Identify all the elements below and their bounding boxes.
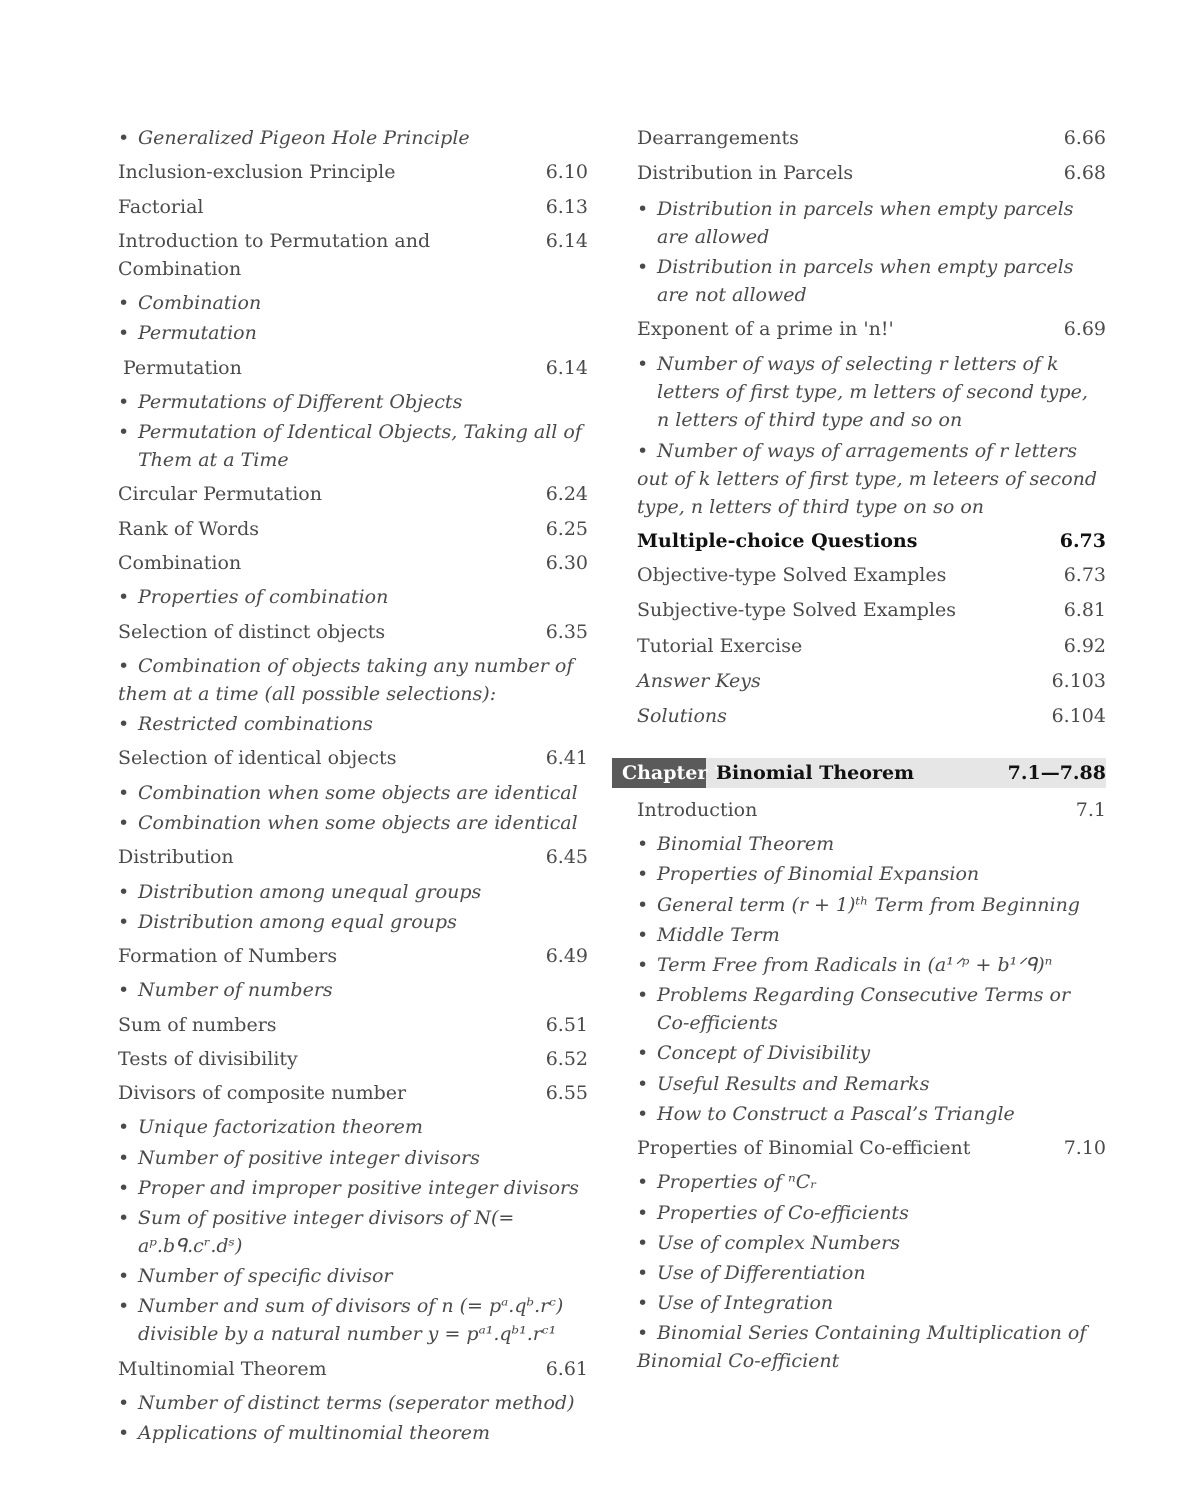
toc-subtopic[interactable]: • Properties of Binomial Expansion	[637, 860, 1106, 888]
toc-entry-page: 6.69	[1063, 318, 1106, 341]
toc-subtopic[interactable]: • Middle Term	[637, 921, 1106, 949]
toc-entry-label: Multiple-choice Questions	[637, 529, 918, 552]
toc-subtopic[interactable]: • Generalized Pigeon Hole Principle	[118, 124, 588, 152]
toc-entry-sum-of-numbers[interactable]	[118, 1011, 588, 1039]
toc-entry-label: Tests of divisibility	[118, 1047, 298, 1070]
toc-entry-page: 6.45	[545, 846, 588, 869]
toc-subtopic[interactable]: • Use of Differentiation	[637, 1259, 1106, 1287]
toc-entry-page: 6.25	[545, 517, 588, 540]
toc-entry-distribution[interactable]	[118, 843, 588, 871]
chapter-7-header[interactable]	[612, 758, 1106, 788]
toc-entry-label: Subjective-type Solved Examples	[637, 599, 956, 622]
toc-entry-factorial[interactable]	[118, 193, 588, 221]
toc-entry-label: Distribution	[118, 846, 234, 869]
toc-entry-dearrangements[interactable]	[637, 124, 1106, 152]
toc-subtopic[interactable]: • Distribution among unequal groups	[118, 878, 588, 906]
toc-subtopic[interactable]: • Useful Results and Remarks	[637, 1070, 1106, 1098]
toc-entry-label: Sum of numbers	[118, 1013, 277, 1036]
toc-subtopic[interactable]: • Properties of combination	[118, 583, 588, 611]
toc-entry-label: Introduction	[637, 799, 758, 821]
toc-entry-page: 6.92	[1063, 634, 1106, 657]
toc-entry-page: 6.73	[1059, 529, 1106, 552]
toc-entry-page: 6.30	[545, 552, 588, 575]
toc-entry-selection-of-distinct-objects[interactable]	[118, 618, 588, 646]
toc-entry-page: 7.10	[1063, 1137, 1106, 1160]
toc-subtopic[interactable]: • Binomial Theorem	[637, 830, 1106, 858]
toc-subtopic[interactable]: • Number of specific divisor	[118, 1262, 588, 1290]
toc-subtopic[interactable]: • How to Construct a Pascal’s Triangle	[637, 1100, 1106, 1128]
toc-entry-circular-permutation[interactable]	[118, 480, 588, 508]
toc-entry-divisors-of-composite-number[interactable]	[118, 1079, 588, 1107]
toc-entry-page: 6.13	[545, 195, 588, 218]
toc-entry-introduction-to-permutation-and-combinat[interactable]	[118, 227, 588, 283]
toc-entry-answer-keys[interactable]	[637, 667, 1106, 695]
toc-subtopic[interactable]: • Distribution in parcels when empty parcels are not allowed	[637, 253, 1106, 309]
toc-subtopic[interactable]: • Permutation	[118, 319, 588, 347]
toc-entry-label: Inclusion-exclusion Principle	[118, 161, 396, 184]
toc-entry-label: Multinomial Theorem	[118, 1357, 327, 1380]
toc-entry-tutorial-exercise[interactable]	[637, 632, 1106, 660]
toc-entry-label: Exponent of a prime in 'n!'	[637, 318, 894, 341]
toc-subtopic[interactable]: • Distribution among equal groups	[118, 908, 588, 936]
toc-entry-page: 6.10	[545, 161, 588, 184]
toc-subtopic[interactable]: • Use of complex Numbers	[637, 1229, 1106, 1257]
toc-entry-page: 6.51	[545, 1013, 588, 1036]
toc-entry-permutation[interactable]	[118, 354, 588, 382]
toc-entry-rank-of-words[interactable]	[118, 515, 588, 543]
toc-subtopic[interactable]: • Properties of ⁿCᵣ	[637, 1168, 1106, 1196]
toc-entry-label: Factorial	[118, 195, 204, 218]
toc-entry-page: 7.1	[1075, 799, 1106, 821]
toc-entry-solutions[interactable]	[637, 702, 1106, 730]
toc-entry-page: 6.73	[1063, 564, 1106, 587]
toc-entry-page: 6.61	[545, 1357, 588, 1380]
toc-entry-page: 6.35	[545, 620, 588, 643]
toc-entry-page: 6.24	[545, 483, 588, 506]
toc-entry-label: Selection of distinct objects	[118, 620, 386, 643]
toc-subtopic[interactable]: • Permutations of Different Objects	[118, 388, 588, 416]
toc-entry-properties-of-binomial-co-efficient[interactable]	[637, 1134, 1106, 1162]
toc-entry-page: 6.41	[545, 747, 588, 770]
toc-subtopic[interactable]: • Number of ways of selecting r letters of k letters of first type, m letters of second type, n letters of third type and so on	[637, 350, 1106, 434]
toc-subtopic[interactable]: • Number and sum of divisors of n (= pᵃ.qᵇ.rᶜ) divisible by a natural number y = pᵃ¹.qᵇ¹.rᶜ¹	[118, 1292, 588, 1348]
toc-subtopic[interactable]: • Distribution in parcels when empty parcels are allowed	[637, 195, 1106, 251]
toc-entry-label: Objective-type Solved Examples	[637, 564, 947, 587]
toc-right-column	[637, 124, 1106, 738]
toc-entry-objective-type-solved-examples[interactable]	[637, 561, 1106, 589]
toc-entry-label: Answer Keys	[637, 670, 761, 693]
toc-subtopic[interactable]: • Use of Integration	[637, 1289, 1106, 1317]
toc-subtopic[interactable]: • Problems Regarding Consecutive Terms or Co-efficients	[637, 981, 1106, 1037]
toc-entry-page: 6.68	[1063, 162, 1106, 185]
toc-subtopic[interactable]: • Permutation of Identical Objects, Taking all of Them at a Time	[118, 418, 588, 474]
toc-subtopic[interactable]: • Sum of positive integer divisors of N(= aᵖ.bᑫ.cʳ.dˢ)	[118, 1204, 588, 1260]
toc-entry-multinomial-theorem[interactable]	[118, 1355, 588, 1383]
toc-subtopic[interactable]: • Properties of Co-efficients	[637, 1199, 1106, 1227]
toc-entry-label: Properties of Binomial Co-efficient	[637, 1137, 971, 1160]
toc-left-column	[118, 124, 588, 1453]
toc-entry-label: Permutation	[123, 356, 242, 379]
toc-entry-label: Dearrangements	[637, 127, 799, 149]
toc-entry-page: 6.14	[545, 356, 588, 379]
toc-entry-tests-of-divisibility[interactable]	[118, 1045, 588, 1073]
toc-entry-page: 6.104	[1051, 705, 1106, 728]
toc-entry-label: Divisors of composite number	[118, 1082, 407, 1105]
toc-entry-formation-of-numbers[interactable]	[118, 942, 588, 970]
toc-entry-page: 6.55	[545, 1082, 588, 1105]
toc-subtopic[interactable]: • Combination when some objects are identical	[118, 809, 588, 837]
toc-entry-label: Formation of Numbers	[118, 944, 338, 967]
toc-subtopic[interactable]: • Concept of Divisibility	[637, 1039, 1106, 1067]
toc-entry-label: Introduction to Permutation and Combination	[118, 229, 431, 280]
toc-subtopic[interactable]: • Combination	[118, 289, 588, 317]
toc-entry-page: 6.49	[545, 944, 588, 967]
toc-chapter-7-column	[637, 796, 1106, 1382]
toc-entry-subjective-type-solved-examples[interactable]	[637, 596, 1106, 624]
toc-entry-label: Circular Permutation	[118, 483, 322, 506]
toc-subtopic[interactable]: • Term Free from Radicals in (a¹ᐟᵖ + b¹ᐟᑫ)ⁿ	[637, 951, 1106, 979]
toc-entry-page: 6.52	[545, 1047, 588, 1070]
toc-entry-label: Distribution in Parcels	[637, 162, 854, 185]
toc-subtopic[interactable]: • Number of numbers	[118, 976, 588, 1004]
toc-subtopic[interactable]: • Number of distinct terms (seperator method)	[118, 1389, 588, 1417]
toc-entry-page: 6.66	[1063, 127, 1106, 149]
toc-subtopic[interactable]: • General term (r + 1)ᵗʰ Term from Beginning	[637, 891, 1106, 919]
toc-entry-multiple-choice-questions[interactable]	[637, 527, 1106, 555]
toc-entry-label: Tutorial Exercise	[637, 634, 803, 657]
toc-entry-label: Combination	[118, 552, 242, 575]
toc-entry-combination[interactable]	[118, 549, 588, 577]
toc-subtopic[interactable]: • Unique factorization theorem	[118, 1113, 588, 1141]
toc-subtopic[interactable]: • Applications of multinomial theorem	[118, 1419, 588, 1447]
toc-entry-page: 6.103	[1051, 670, 1106, 693]
toc-entry-label: Rank of Words	[118, 517, 260, 540]
chapter-page-range: 7.1—7.88	[1007, 762, 1106, 784]
toc-entry-label: Selection of identical objects	[118, 747, 397, 770]
toc-subtopic[interactable]: • Restricted combinations	[118, 710, 588, 738]
toc-entry-label: Solutions	[637, 705, 727, 728]
toc-entry-selection-of-identical-objects[interactable]	[118, 744, 588, 772]
chapter-label: Chapter 7	[612, 758, 706, 788]
toc-subtopic[interactable]: • Number of positive integer divisors	[118, 1144, 588, 1172]
toc-entry-page: 6.81	[1063, 599, 1106, 622]
toc-subtopic[interactable]: • Binomial Series Containing Multiplication of Binomial Co-efficient	[637, 1319, 1106, 1375]
toc-subtopic[interactable]: • Combination of objects taking any number of them at a time (all possible selections):	[118, 652, 588, 708]
toc-subtopic[interactable]: • Proper and improper positive integer divisors	[118, 1174, 588, 1202]
toc-entry-inclusion-exclusion-principle[interactable]	[118, 158, 588, 186]
toc-entry-distribution-in-parcels[interactable]	[637, 159, 1106, 187]
toc-subtopic[interactable]: • Combination when some objects are identical	[118, 779, 588, 807]
toc-subtopic[interactable]: • Number of ways of arragements of r letters out of k letters of first type, m leteers of second type, n letters of third type on so on	[637, 437, 1106, 521]
toc-entry-introduction[interactable]	[637, 796, 1106, 824]
toc-entry-exponent-of-a-prime-in-n[interactable]	[637, 315, 1106, 343]
chapter-title: Binomial Theorem	[716, 762, 915, 784]
toc-entry-page: 6.14	[545, 229, 588, 252]
